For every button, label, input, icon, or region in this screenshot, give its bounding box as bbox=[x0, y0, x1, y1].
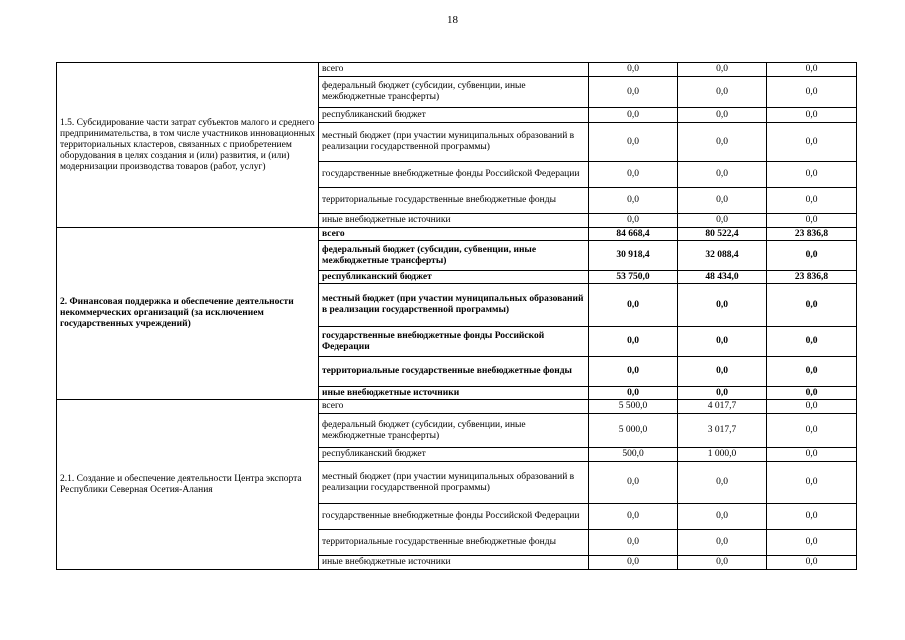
amount-year-2-cell: 80 522,4 bbox=[678, 228, 767, 241]
amount-year-2-cell: 0,0 bbox=[678, 162, 767, 188]
amount-year-1-cell: 0,0 bbox=[589, 108, 678, 123]
amount-year-1-cell: 0,0 bbox=[589, 188, 678, 214]
funding-source-cell: иные внебюджетные источники bbox=[319, 387, 589, 400]
funding-source-cell: федеральный бюджет (субсидии, субвенции, иные межбюджетные трансферты) bbox=[319, 241, 589, 271]
funding-source-cell: государственные внебюджетные фонды Российской Федерации bbox=[319, 162, 589, 188]
amount-year-3-cell: 0,0 bbox=[767, 357, 857, 387]
amount-year-3-cell: 0,0 bbox=[767, 188, 857, 214]
amount-year-2-cell: 0,0 bbox=[678, 188, 767, 214]
amount-year-1-cell: 30 918,4 bbox=[589, 241, 678, 271]
amount-year-1-cell: 53 750,0 bbox=[589, 271, 678, 284]
amount-year-1-cell: 0,0 bbox=[589, 387, 678, 400]
amount-year-1-cell: 84 668,4 bbox=[589, 228, 678, 241]
amount-year-2-cell: 0,0 bbox=[678, 77, 767, 108]
amount-year-3-cell: 0,0 bbox=[767, 530, 857, 556]
amount-year-1-cell: 0,0 bbox=[589, 63, 678, 77]
table-row bbox=[57, 228, 857, 241]
funding-source-cell: республиканский бюджет bbox=[319, 108, 589, 123]
program-name-cell: 2.1. Создание и обеспечение деятельности Центра экспорта Республики Северная Осетия-Алания bbox=[57, 400, 319, 570]
amount-year-1-cell: 0,0 bbox=[589, 556, 678, 570]
amount-year-3-cell: 0,0 bbox=[767, 448, 857, 462]
funding-source-cell: государственные внебюджетные фонды Российской Федерации bbox=[319, 327, 589, 357]
amount-year-1-cell: 0,0 bbox=[589, 123, 678, 162]
amount-year-2-cell: 0,0 bbox=[678, 284, 767, 327]
amount-year-3-cell: 0,0 bbox=[767, 108, 857, 123]
amount-year-3-cell: 0,0 bbox=[767, 123, 857, 162]
budget-table bbox=[56, 62, 857, 570]
funding-source-cell: всего bbox=[319, 228, 589, 241]
amount-year-3-cell: 0,0 bbox=[767, 504, 857, 530]
amount-year-2-cell: 0,0 bbox=[678, 327, 767, 357]
amount-year-2-cell: 0,0 bbox=[678, 462, 767, 504]
amount-year-3-cell: 0,0 bbox=[767, 462, 857, 504]
amount-year-2-cell: 0,0 bbox=[678, 357, 767, 387]
table-row bbox=[57, 63, 857, 77]
amount-year-1-cell: 0,0 bbox=[589, 162, 678, 188]
program-name-cell: 2. Финансовая поддержка и обеспечение деятельности некоммерческих организаций (за исключением государственных учреждений) bbox=[57, 228, 319, 400]
funding-source-cell: республиканский бюджет bbox=[319, 448, 589, 462]
budget-table-body bbox=[57, 63, 857, 570]
funding-source-cell: всего bbox=[319, 63, 589, 77]
amount-year-2-cell: 0,0 bbox=[678, 123, 767, 162]
amount-year-1-cell: 0,0 bbox=[589, 77, 678, 108]
funding-source-cell: государственные внебюджетные фонды Российской Федерации bbox=[319, 504, 589, 530]
funding-source-cell: иные внебюджетные источники bbox=[319, 214, 589, 228]
amount-year-3-cell: 0,0 bbox=[767, 214, 857, 228]
funding-source-cell: территориальные государственные внебюджетные фонды bbox=[319, 188, 589, 214]
amount-year-1-cell: 0,0 bbox=[589, 462, 678, 504]
amount-year-3-cell: 0,0 bbox=[767, 162, 857, 188]
amount-year-1-cell: 0,0 bbox=[589, 214, 678, 228]
amount-year-3-cell: 0,0 bbox=[767, 284, 857, 327]
amount-year-2-cell: 0,0 bbox=[678, 387, 767, 400]
funding-source-cell: местный бюджет (при участии муниципальных образований в реализации государственной программы) bbox=[319, 123, 589, 162]
amount-year-1-cell: 500,0 bbox=[589, 448, 678, 462]
funding-source-cell: республиканский бюджет bbox=[319, 271, 589, 284]
amount-year-2-cell: 0,0 bbox=[678, 556, 767, 570]
amount-year-1-cell: 5 500,0 bbox=[589, 400, 678, 414]
amount-year-2-cell: 0,0 bbox=[678, 530, 767, 556]
amount-year-3-cell: 0,0 bbox=[767, 414, 857, 448]
amount-year-3-cell: 0,0 bbox=[767, 387, 857, 400]
amount-year-2-cell: 3 017,7 bbox=[678, 414, 767, 448]
amount-year-2-cell: 0,0 bbox=[678, 504, 767, 530]
funding-source-cell: иные внебюджетные источники bbox=[319, 556, 589, 570]
amount-year-3-cell: 0,0 bbox=[767, 63, 857, 77]
amount-year-3-cell: 0,0 bbox=[767, 241, 857, 271]
funding-source-cell: всего bbox=[319, 400, 589, 414]
amount-year-2-cell: 4 017,7 bbox=[678, 400, 767, 414]
amount-year-2-cell: 32 088,4 bbox=[678, 241, 767, 271]
amount-year-3-cell: 23 836,8 bbox=[767, 271, 857, 284]
amount-year-3-cell: 0,0 bbox=[767, 77, 857, 108]
amount-year-3-cell: 0,0 bbox=[767, 327, 857, 357]
funding-source-cell: местный бюджет (при участии муниципальных образований в реализации государственной программы) bbox=[319, 462, 589, 504]
page-number: 18 bbox=[447, 14, 458, 26]
funding-source-cell: территориальные государственные внебюджетные фонды bbox=[319, 357, 589, 387]
amount-year-1-cell: 0,0 bbox=[589, 504, 678, 530]
amount-year-3-cell: 23 836,8 bbox=[767, 228, 857, 241]
funding-source-cell: местный бюджет (при участии муниципальных образований в реализации государственной программы) bbox=[319, 284, 589, 327]
amount-year-2-cell: 0,0 bbox=[678, 214, 767, 228]
funding-source-cell: федеральный бюджет (субсидии, субвенции, иные межбюджетные трансферты) bbox=[319, 77, 589, 108]
table-row bbox=[57, 400, 857, 414]
amount-year-3-cell: 0,0 bbox=[767, 556, 857, 570]
amount-year-2-cell: 0,0 bbox=[678, 63, 767, 77]
amount-year-1-cell: 0,0 bbox=[589, 284, 678, 327]
funding-source-cell: территориальные государственные внебюджетные фонды bbox=[319, 530, 589, 556]
amount-year-3-cell: 0,0 bbox=[767, 400, 857, 414]
amount-year-1-cell: 0,0 bbox=[589, 327, 678, 357]
amount-year-2-cell: 48 434,0 bbox=[678, 271, 767, 284]
funding-source-cell: федеральный бюджет (субсидии, субвенции, иные межбюджетные трансферты) bbox=[319, 414, 589, 448]
amount-year-1-cell: 0,0 bbox=[589, 530, 678, 556]
amount-year-1-cell: 5 000,0 bbox=[589, 414, 678, 448]
amount-year-1-cell: 0,0 bbox=[589, 357, 678, 387]
amount-year-2-cell: 1 000,0 bbox=[678, 448, 767, 462]
program-name-cell: 1.5. Субсидирование части затрат субъектов малого и среднего предпринимательства, в том числе участников инновационных территориальных кластеров, связанных с приобретением оборудования в целях создания и (или) развития, и (или) модернизации производства товаров (работ, услуг) bbox=[57, 63, 319, 228]
amount-year-2-cell: 0,0 bbox=[678, 108, 767, 123]
